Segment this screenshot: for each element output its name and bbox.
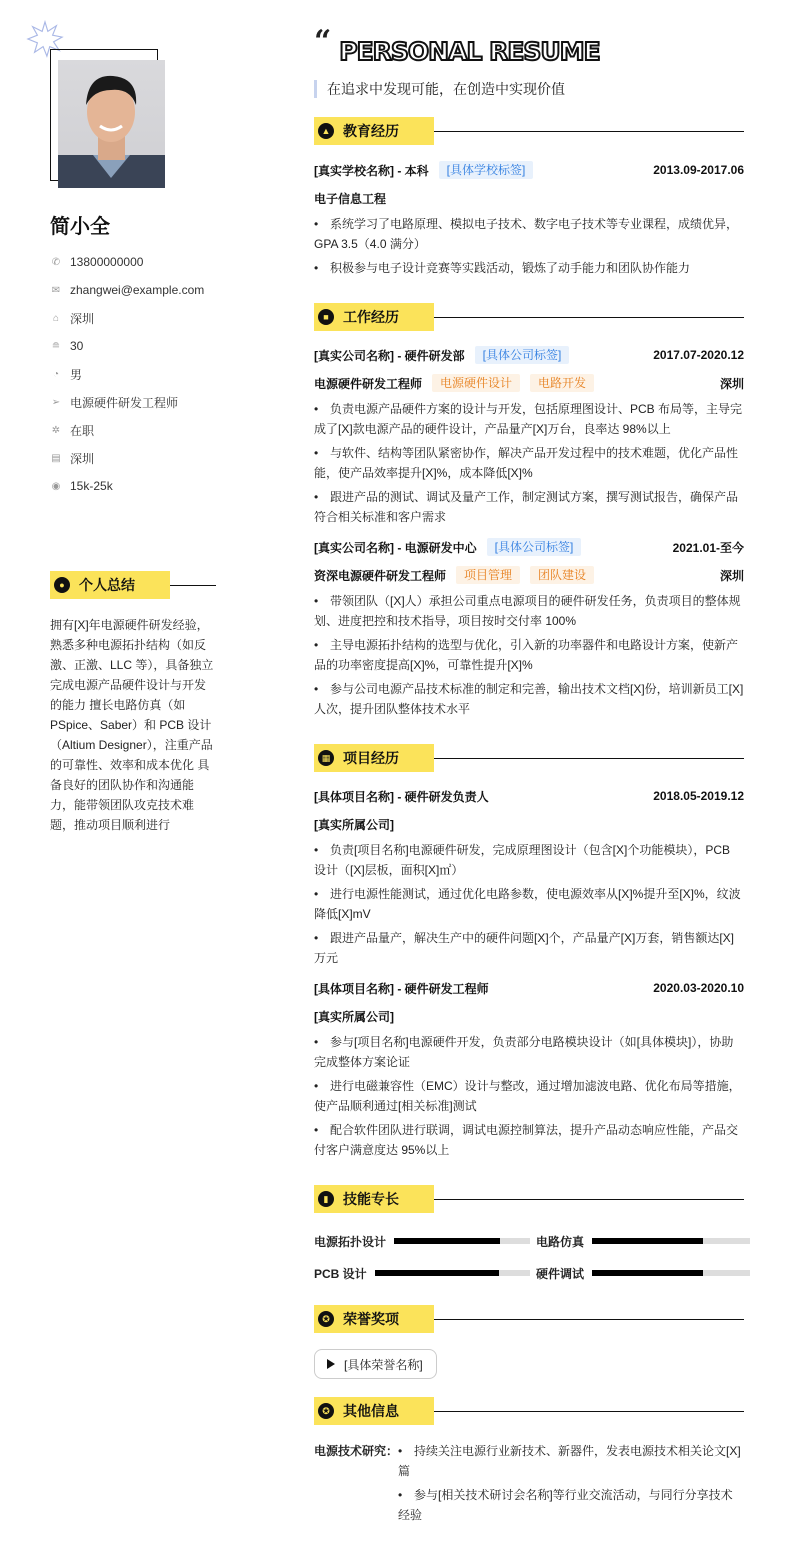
projects-section: ▦ 项目经历 [具体项目名称] - 硬件研发负责人 2018.05-2019.12 [真实所属公司] • 负责[项目名称]电源硬件研发，完成原理图设计（包含[X]个功能模块），PCB 设计（[X]层板，面积[X]㎡） • 进行电源性能测试，通过优化电路参数，使电源效率从[X]%提升至[X]%，纹波降低[X]mV • 跟进产品量产，解决生产中的硬件问题[X]个，产品量产[X]万套，销售额达[X]万元 [具体项目名称] - 硬件研发工程师 2020.03-2020.10 [真实所属公司] • 参与[项目名称]电源硬件开发，负责部分电路模块设计（如[具体模块]），协助完成整体方案论证 • 进行电磁兼容性（EMC）设计与整改，通过增加滤波电路、优化布局等措施，使产品顺利通过[相关标准]测试 • 配合软件团队进行联调，调试电源控制算法，提升产品动态响应性能，产品交付客户满意度达 95%以上 [314, 744, 744, 1160]
honors-section: ✪ 荣誉奖项 [具体荣誉名称] [314, 1305, 744, 1379]
section-title: 个人总结 [79, 577, 135, 593]
building-icon: ▤ [51, 452, 61, 464]
work-section: ■ 工作经历 [真实公司名称] - 硬件研发部 [具体公司标签] 2017.07-2020.12 电源硬件研发工程师 电源硬件设计 电路开发 深圳 • 负责电源产品硬件方案的设计与开发，包括原理图设计、PCB 布局等，主导完成了[X]款电源产品的硬件设计，产品量产[X]万台，良率达 98%以上 • 与软件、结构等团队紧密协作，解决产品开发过程中的技术难题，优化产品性能，使产品效率提升[X]%，成本降低[X]% • 跟进产品的测试、调试及量产工作，制定测试方案，撰写测试报告，确保产品符合相关标准和客户需求 [真实公司名称] - 电源研发中心 [具体公司标签] 2021.01-至今 资深电源硬件研发工程师 项目管理 团队建设 深圳 • 带领团队（[X]人）承担公司重点电源项目的硬件研发任务，负责项目的整体规划、进度把控和技术指导，项目按时交付率 100% • 主导电源拓扑结构的选型与优化，引入新的功率器件和电路设计方案，使新产品的功率密度提高[X]%，可靠性提升[X]% • 参与公司电源产品技术标准的制定和完善，输出技术文档[X]份，培训新员工[X]人次，提升团队整体技术水平 [314, 303, 744, 719]
skill-bar [592, 1238, 750, 1244]
status-icon: ✲ [51, 424, 61, 436]
play-icon [327, 1359, 335, 1369]
contact-status: ✲ 在职 [51, 423, 95, 438]
skill-item [536, 1263, 750, 1283]
contact-gender: ◔ 男 [50, 360, 204, 388]
title-text: PERSONAL RESUME [339, 37, 600, 66]
job-item: [真实公司名称] - 电源研发中心 [具体公司标签] 2021.01-至今 资深电源硬件研发工程师 项目管理 团队建设 深圳 • 带领团队（[X]人）承担公司重点电源项目的硬件研发任务，负责项目的整体规划、进度把控和技术指导，项目按时交付率 100% • 主导电源拓扑结构的选型与优化，引入新的功率器件和电路设计方案，使新产品的功率密度提高[X]%，可靠性提升[X]% • 参与公司电源产品技术标准的制定和完善，输出技术文档[X]份，培训新员工[X]人次，提升团队整体技术水平 [314, 537, 744, 719]
project-item: [具体项目名称] - 硬件研发负责人 2018.05-2019.12 [真实所属公司] • 负责[项目名称]电源硬件研发，完成原理图设计（包含[X]个功能模块），PCB 设计（[X]层板，面积[X]㎡） • 进行电源性能测试，通过优化电路参数，使电源效率从[X]%提升至[X]%，纹波降低[X]mV • 跟进产品量产，解决生产中的硬件问题[X]个，产品量产[X]万套，销售额达[X]万元 [314, 786, 744, 968]
contact-salary: ◉ 15k-25k [51, 479, 113, 493]
divider [170, 585, 216, 586]
skill-name: PCB 设计 [314, 1266, 367, 1281]
skill-bar-fill [375, 1270, 499, 1276]
skill-name: 电路仿真 [536, 1234, 585, 1249]
job-item: [真实公司名称] - 硬件研发部 [具体公司标签] 2017.07-2020.12 电源硬件研发工程师 电源硬件设计 电路开发 深圳 • 负责电源产品硬件方案的设计与开发，包括原理图设计、PCB 布局等，主导完成了[X]款电源产品的硬件设计，产品量产[X]万台，良率达 98%以上 • 与软件、结构等团队紧密协作，解决产品开发过程中的技术难题，优化产品性能，使产品效率提升[X]%，成本降低[X]% • 跟进产品的测试、调试及量产工作，制定测试方案，撰写测试报告，确保产品符合相关标准和客户需求 [314, 345, 744, 527]
skill-bar-fill [394, 1238, 500, 1244]
send-icon: ➢ [51, 396, 61, 408]
profile-name: 简小全 [50, 216, 110, 238]
chart-icon: ▮ [318, 1191, 334, 1207]
grid-icon: ▦ [318, 750, 334, 766]
salary-icon: ◉ [51, 480, 61, 492]
mail-icon: ✉ [51, 284, 61, 296]
award-toggle[interactable]: [具体荣誉名称] [314, 1349, 437, 1379]
skills-section: ▮ 技能专长 电源拓扑设计 电路仿真 PCB 设计 硬件调试 [314, 1185, 744, 1283]
contact-city: ▤ 深圳 [51, 451, 95, 466]
skill-bar [375, 1270, 530, 1276]
briefcase-icon: ■ [318, 309, 334, 325]
info-icon: ✪ [318, 1403, 334, 1419]
education-section: ▲ 教育经历 [真实学校名称] - 本科 [具体学校标签] 2013.09-2017.06 电子信息工程 • 系统学习了电路原理、模拟电子技术、数字电子技术等专业课程，成绩优异，GPA 3.5（4.0 满分） • 积极参与电子设计竞赛等实践活动，锻炼了动手能力和团队协作能力 [314, 117, 744, 278]
cake-icon: ≘ [51, 340, 61, 352]
skill-name: 电源拓扑设计 [314, 1234, 387, 1249]
award-icon: ✪ [318, 1311, 334, 1327]
gender-icon: ◔ [52, 368, 60, 380]
summary-section [50, 571, 216, 835]
project-item: [具体项目名称] - 硬件研发工程师 2020.03-2020.10 [真实所属公司] • 参与[项目名称]电源硬件开发，负责部分电路模块设计（如[具体模块]），协助完成整体方案论证 • 进行电磁兼容性（EMC）设计与整改，通过增加滤波电路、优化布局等措施，使产品顺利通过[相关标准]测试 • 配合软件团队进行联调，调试电源控制算法，提升产品动态响应性能，产品交付客户满意度达 95%以上 [314, 978, 744, 1160]
motto: 在追求中发现可能，在创造中实现价值 [314, 80, 744, 98]
contact-position: ➢ 电源硬件研发工程师 [51, 395, 179, 410]
school-tag: [具体学校标签] [439, 161, 534, 179]
main-column [314, 24, 744, 1529]
contact-age: ≘ 30 [51, 339, 84, 353]
skill-item [314, 1231, 530, 1251]
phone-icon: ✆ [51, 256, 61, 268]
contact-list [50, 248, 204, 500]
skill-bar [394, 1238, 530, 1244]
skill-item [536, 1231, 750, 1251]
user-icon: ● [54, 577, 70, 593]
skill-bar-fill [592, 1270, 703, 1276]
graduation-cap-icon: ▲ [318, 123, 334, 139]
skill-bar-fill [592, 1238, 703, 1244]
summary-text: 拥有[X]年电源硬件研发经验，熟悉多种电源拓扑结构（如反激、正激、LLC 等），具备独立完成电源产品硬件设计与开发的能力 擅长电路仿真（如 PSpice、Saber）和 PCB 设计（Altium Designer），注重产品的可靠性、效率和成本优化 具备良好的团队协作和沟通能力，能带领团队攻克技术难题，推动项目顺利进行 [50, 618, 214, 832]
skill-item [314, 1263, 530, 1283]
skill-bar [592, 1270, 750, 1276]
skill-name: 硬件调试 [536, 1266, 585, 1281]
home-icon: ⌂ [52, 312, 60, 324]
resume-title: “ PERSONAL RESUME [314, 30, 744, 74]
contact-location: ⌂ 深圳 [50, 304, 204, 332]
contact-email: ✉ zhangwei@example.com [51, 283, 205, 297]
other-section: ✪ 其他信息 电源技术研究： • 持续关注电源行业新技术、新器件，发表电源技术相关论文[X]篇 • 参与[相关技术研讨会名称]等行业交流活动，与同行分享技术经验 [314, 1397, 744, 1529]
avatar [58, 60, 165, 188]
contact-phone: ✆ 13800000000 [51, 255, 144, 269]
